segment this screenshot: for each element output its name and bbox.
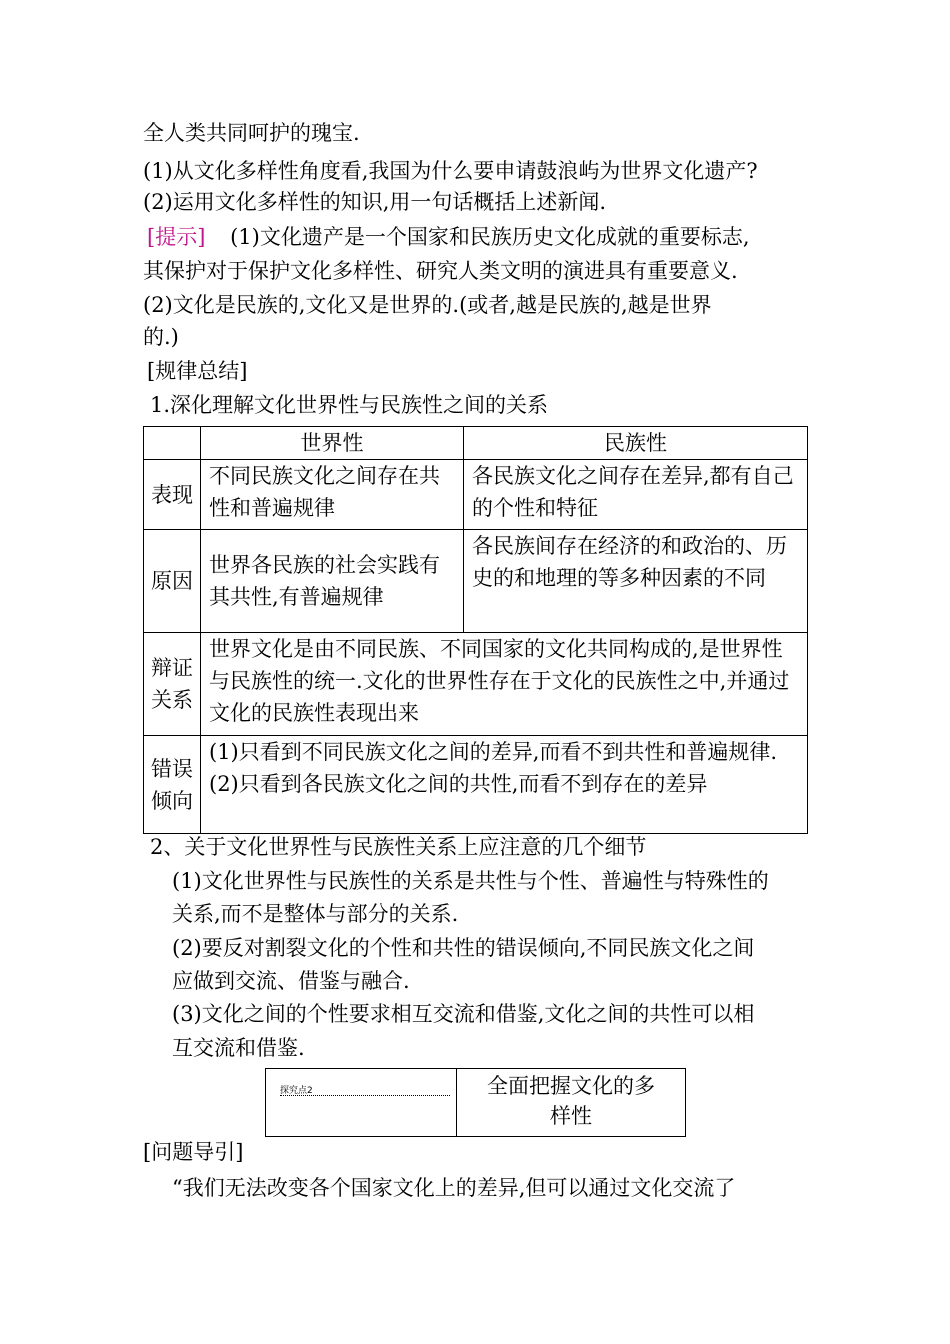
cell-merged — [201, 736, 808, 834]
hint-text-1b: 其保护对于保护文化多样性、研究人类文明的演进具有重要意义. — [143, 259, 738, 283]
hint-line-1 — [147, 222, 750, 252]
explore-title — [457, 1069, 685, 1136]
row-label — [144, 633, 201, 736]
detail-2a: (2)要反对割裂文化的个性和共性的错误倾向,不同民族文化之间 — [172, 936, 755, 960]
guide-label: [问题导引] — [143, 1140, 244, 1164]
section-2-title: 2、关于文化世界性与民族性关系上应注意的几个细节 — [150, 835, 647, 859]
row-label: 原因 — [144, 530, 201, 633]
cell-world: 不同民族文化之间存在共性和普遍规律 — [201, 460, 464, 530]
table-corner-cell — [144, 427, 201, 460]
section-1-title: 1.深化理解文化世界性与民族性之间的关系 — [150, 393, 549, 417]
hint-label: [提示] — [147, 225, 206, 249]
cell-world: 世界各民族的社会实践有其共性,有普遍规律 — [201, 530, 464, 633]
hint-text-1a: (1)文化遗产是一个国家和民族历史文化成就的重要标志, — [230, 225, 750, 249]
table-row — [144, 633, 808, 736]
comparison-table — [143, 426, 808, 834]
table-row — [144, 736, 808, 834]
explore-title-text: 全面把握文化的多样性 — [487, 1074, 655, 1128]
error-item-1: (1)只看到不同民族文化之间的差异,而看不到共性和普遍规律. — [209, 740, 778, 764]
row-label-text: 错误倾向 — [151, 756, 193, 813]
cell-nation: 各民族文化之间存在差异,都有自己的个性和特征 — [464, 460, 808, 530]
row-label-text: 辩证关系 — [151, 656, 193, 712]
row-label: 表现 — [144, 460, 201, 530]
table-row — [144, 530, 808, 633]
summary-label: [规律总结] — [147, 359, 248, 383]
explore-tag: 探究点2 — [280, 1086, 313, 1096]
table-row — [144, 460, 808, 530]
cell-merged: 世界文化是由不同民族、不同国家的文化共同构成的,是世界性与民族性的统一.文化的世界性存在于文化的民族性之中,并通过文化的民族性表现出来 — [201, 633, 808, 736]
dotted-divider — [280, 1095, 450, 1096]
explore-tag-cell — [266, 1069, 457, 1136]
question-1: (1)从文化多样性角度看,我国为什么要申请鼓浪屿为世界文化遗产? — [143, 159, 758, 183]
cell-nation: 各民族间存在经济的和政治的、历史的和地理的等多种因素的不同 — [464, 530, 808, 633]
hint-text-2a: (2)文化是民族的,文化又是世界的.(或者,越是民族的,越是世界 — [143, 293, 712, 317]
error-item-2: (2)只看到各民族文化之间的共性,而看不到存在的差异 — [209, 772, 708, 796]
detail-3b: 互交流和借鉴. — [172, 1036, 305, 1060]
question-2: (2)运用文化多样性的知识,用一句话概括上述新闻. — [143, 190, 607, 214]
intro-tail: 全人类共同呵护的瑰宝. — [143, 121, 360, 145]
hint-text-2b: 的.) — [143, 325, 179, 349]
table-header-row — [144, 427, 808, 460]
detail-2b: 应做到交流、借鉴与融合. — [172, 969, 410, 993]
detail-1b: 关系,而不是整体与部分的关系. — [172, 902, 459, 926]
guide-text: “我们无法改变各个国家文化上的差异,但可以通过文化交流了 — [172, 1176, 736, 1200]
detail-1a: (1)文化世界性与民族性的关系是共性与个性、普遍性与特殊性的 — [172, 869, 769, 893]
detail-3a: (3)文化之间的个性要求相互交流和借鉴,文化之间的共性可以相 — [172, 1002, 755, 1026]
col-header-world: 世界性 — [201, 427, 464, 460]
row-label — [144, 736, 201, 834]
col-header-nation: 民族性 — [464, 427, 808, 460]
explore-point-box — [265, 1068, 686, 1137]
